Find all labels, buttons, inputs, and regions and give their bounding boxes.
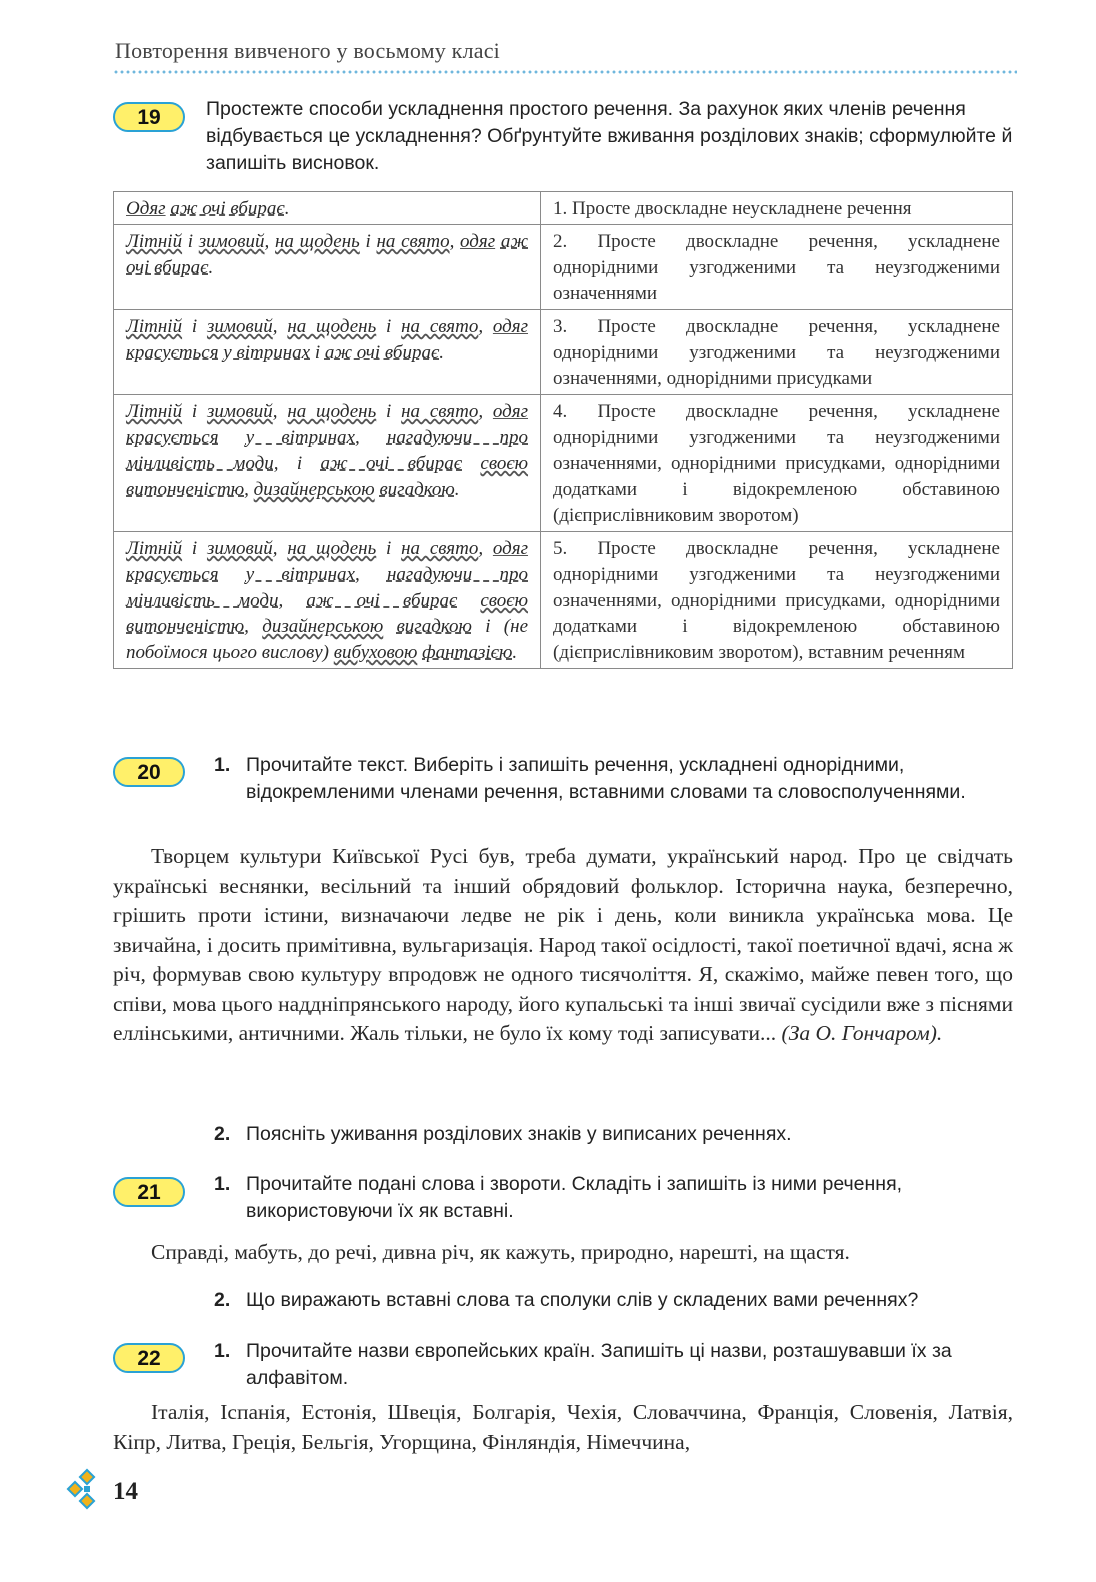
- sentence-member: вигадкою: [396, 616, 472, 637]
- table-row: [114, 395, 1013, 532]
- sentence-member: дизайнерською: [262, 616, 384, 637]
- sentence-description: 5. Просте двоскладне речення, ускладнене однорідними узгодженими та неузгодженими означеннями, однорідними присудками, однорідними додатками і відокремленою обставиною (дієприслівниковим зворотом), вставним реченням: [541, 532, 1013, 669]
- task-badge-22: 22: [113, 1343, 185, 1373]
- sentence-member: у вітринах: [245, 427, 355, 448]
- ornament-corner-icon: [66, 1464, 110, 1516]
- sentence-member: аж очі вбирає: [324, 342, 440, 363]
- sentence-fragment: і: [376, 538, 402, 559]
- running-header: Повторення вивченого у восьмому класі: [115, 38, 500, 63]
- task-21-item1-text: Прочитайте подані слова і звороти. Складіть і запишіть із ними речення, використовуючи їх як вставні.: [246, 1173, 903, 1222]
- sentence-fragment: ,: [355, 564, 387, 585]
- sentence-fragment: ,: [272, 538, 288, 559]
- example-sentence: [114, 532, 541, 669]
- sentence-fragment: ,: [355, 427, 387, 448]
- sentence-fragment: ,: [478, 316, 493, 337]
- sentence-fragment: і: [310, 342, 325, 363]
- sentence-description: 2. Просте двоскладне речення, ускладнене однорідними узгодженими та неузгодженими означеннями: [541, 225, 1013, 310]
- task-20-reading-text: [113, 842, 1013, 1049]
- sentence-member: у вітринах: [223, 342, 311, 363]
- table-row: [114, 532, 1013, 669]
- sentence-member: фантазією: [422, 642, 513, 663]
- sentence-description: 1. Просте двоскладне неускладнене речення: [541, 192, 1013, 225]
- sentence-member: на свято: [401, 316, 479, 337]
- sentence-member: витонченістю: [126, 479, 245, 500]
- sentence-fragment: і: [182, 401, 207, 422]
- sentence-member: на свято: [401, 401, 479, 422]
- sentence-member: одяг: [492, 538, 529, 559]
- sentence-fragment: .: [284, 198, 290, 219]
- sentence-member: аж очі вбирає: [170, 198, 285, 219]
- sentence-member: своєю: [480, 453, 529, 474]
- task-19-text: Простежте способи ускладнення простого речення. За рахунок яких членів речення відбувається це ускладнення? Обґрунтуйте вживання розділових знаків; сформулюйте й запишіть висновок.: [206, 98, 1013, 174]
- sentence-member: на щодень: [287, 401, 377, 422]
- sentence-member: Одяг: [126, 198, 166, 219]
- task-20-item2-text: Поясніть уживання розділових знаків у виписаних реченнях.: [246, 1123, 792, 1145]
- task-20-item2-number: 2.: [214, 1123, 231, 1145]
- sentence-fragment: [219, 427, 246, 448]
- task-22-countries: Італія, Іспанія, Естонія, Швеція, Болгарія, Чехія, Словаччина, Франція, Словенія, Латвія, Кіпр, Литва, Греція, Бельгія, Угорщина, Фінляндія, Німеччина,: [113, 1400, 1013, 1454]
- sentence-fragment: ,: [244, 616, 263, 637]
- page-number: 14: [113, 1478, 138, 1505]
- sentence-member: аж очі вбирає: [306, 590, 458, 611]
- reading-text-source: (За О. Гончаром).: [781, 1021, 943, 1045]
- sentence-member: одяг: [460, 231, 496, 252]
- header-dotted-rule: [113, 70, 1017, 74]
- task-20-item1-text: Прочитайте текст. Виберіть і запишіть речення, ускладнені однорідними, відокремленими членами речення, вставними словами та словосполученнями.: [246, 754, 966, 803]
- sentence-fragment: [462, 453, 480, 474]
- sentence-fragment: ,: [272, 401, 288, 422]
- table-row: [114, 225, 1013, 310]
- example-sentence: [114, 395, 541, 532]
- sentence-member: у вітринах: [245, 564, 355, 585]
- sentence-fragment: і: [376, 401, 402, 422]
- sentence-fragment: ,: [264, 231, 275, 252]
- sentence-member: дизайнерською: [253, 479, 375, 500]
- task-22-item1-number: 1.: [214, 1340, 231, 1362]
- example-sentence: [114, 192, 541, 225]
- task-badge-19: 19: [113, 102, 185, 132]
- sentence-member: аж очі вбирає: [126, 231, 529, 278]
- task-21-item2-number: 2.: [214, 1289, 231, 1311]
- sentence-fragment: і: [182, 316, 207, 337]
- sentence-member: зимовий: [206, 316, 273, 337]
- task-21-words: Справді, мабуть, до речі, дивна річ, як кажуть, природно, нарешті, на щастя.: [151, 1240, 850, 1264]
- sentence-fragment: і: [182, 231, 199, 252]
- sentence-analysis-table: [113, 191, 1013, 669]
- sentence-fragment: .: [208, 257, 214, 278]
- sentence-member: одяг: [492, 401, 529, 422]
- sentence-member: зимовий: [206, 538, 273, 559]
- sentence-fragment: і: [359, 231, 377, 252]
- sentence-member: красується: [126, 427, 219, 448]
- sentence-member: аж очі вбирає: [320, 453, 463, 474]
- sentence-fragment: .: [454, 479, 460, 500]
- task-21-item2-text: Що виражають вставні слова та сполуки слів у складених вами реченнях?: [246, 1289, 919, 1311]
- sentence-member: Літній: [126, 401, 183, 422]
- sentence-member: своєю: [480, 590, 528, 611]
- task-badge-20: 20: [113, 757, 185, 787]
- sentence-fragment: ,: [478, 538, 493, 559]
- sentence-fragment: [219, 564, 246, 585]
- sentence-member: зимовий: [206, 401, 273, 422]
- sentence-member: вибуховою: [333, 642, 418, 663]
- sentence-member: на щодень: [275, 231, 360, 252]
- sentence-fragment: ,: [272, 316, 288, 337]
- table-row: [114, 192, 1013, 225]
- sentence-fragment: .: [439, 342, 444, 363]
- sentence-fragment: , і: [273, 453, 321, 474]
- sentence-member: Літній: [126, 316, 183, 337]
- sentence-fragment: .: [512, 642, 518, 663]
- sentence-description: 3. Просте двоскладне речення, ускладнене однорідними узгодженими та неузгодженими означеннями, однорідними присудками: [541, 310, 1013, 395]
- sentence-fragment: ,: [478, 401, 493, 422]
- sentence-member: нагадуючи про мінливість моди: [126, 564, 528, 611]
- task-20-item1-number: 1.: [214, 754, 231, 776]
- sentence-description: 4. Просте двоскладне речення, ускладнене однорідними узгодженими та неузгодженими означеннями, однорідними присудками, однорідними додатками і відокремленою обставиною (дієприслівниковим зворотом): [541, 395, 1013, 532]
- sentence-member: Літній: [126, 231, 183, 252]
- sentence-member: на свято: [376, 231, 450, 252]
- sentence-fragment: ,: [449, 231, 461, 252]
- sentence-fragment: ,: [278, 590, 307, 611]
- sentence-fragment: і: [182, 538, 207, 559]
- sentence-member: одяг: [492, 316, 529, 337]
- table-row: [114, 310, 1013, 395]
- task-badge-21: 21: [113, 1177, 185, 1207]
- sentence-member: витонченістю: [126, 616, 245, 637]
- sentence-member: красується: [126, 564, 219, 585]
- sentence-member: на свято: [401, 538, 479, 559]
- example-sentence: [114, 310, 541, 395]
- sentence-fragment: і: [376, 316, 402, 337]
- sentence-fragment: і (не побоїмося цього вислову): [126, 616, 528, 663]
- sentence-fragment: ,: [244, 479, 254, 500]
- sentence-fragment: [457, 590, 480, 611]
- sentence-fragment: [383, 616, 396, 637]
- sentence-member: вигадкою: [379, 479, 455, 500]
- sentence-member: Літній: [126, 538, 183, 559]
- example-sentence: [114, 225, 541, 310]
- reading-text-body: Творцем культури Київської Русі був, треба думати, український народ. Про це свідчать українські веснянки, весільний та інший обрядовий фольклор. Історична наука, безперечно, грішить проти істини, визначаючи ледве не рік і день, коли виникла українська мова. Це звичайна, і досить примітивна, вульгаризація. Народ такої осідлості, такої поетичної вдачі, ясна ж річ, формував свою культуру впродовж не одного тисячоліття. Я, скажімо, майже певен того, що співи, мова цього наддніпрянського народу, його купальські та інші звичаї сусідили вже з піснями еллінськими, античними. Жаль тільки, не було їх кому тоді записувати...: [113, 844, 1013, 1045]
- task-22-item1-text: Прочитайте назви європейських країн. Запишіть ці назви, розташувавши їх за алфавітом.: [246, 1340, 952, 1389]
- task-21-item1-number: 1.: [214, 1173, 231, 1195]
- sentence-member: на щодень: [287, 538, 377, 559]
- sentence-member: нагадуючи про мінливість моди: [126, 427, 528, 474]
- sentence-member: зимовий: [198, 231, 265, 252]
- sentence-member: красується: [126, 342, 219, 363]
- sentence-member: на щодень: [287, 316, 377, 337]
